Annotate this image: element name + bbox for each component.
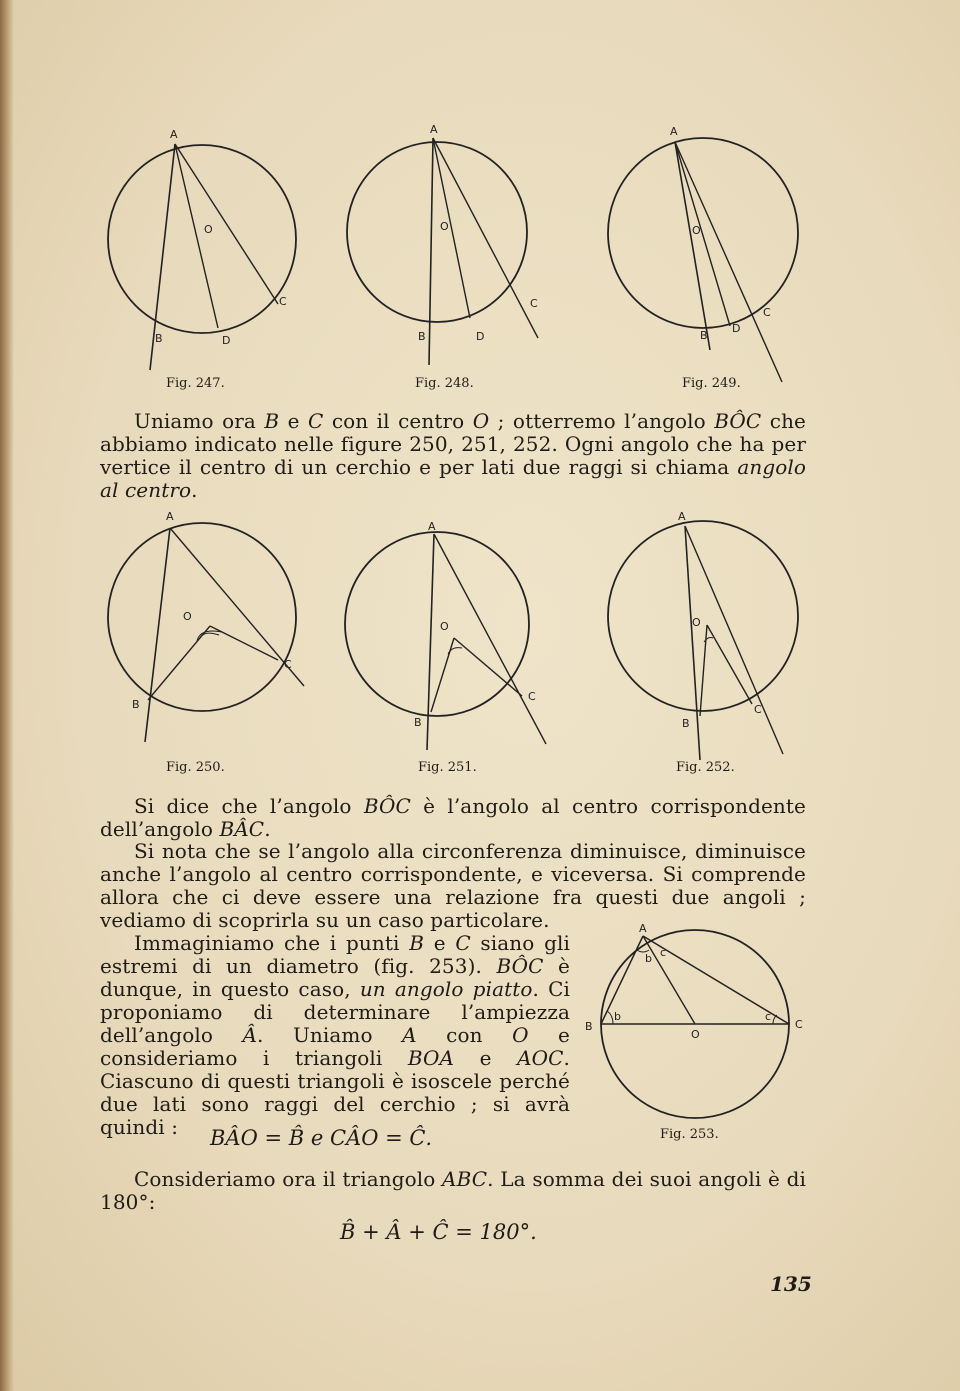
para3-text: Si nota che se l’angolo alla circonferenza diminuisce, diminuisce anche l’angolo al centro corrispondente, e viceversa. Si comprende allora che ci deve essere una relazione fra questi due angoli ; vediamo di scoprirla su un caso particolare.: [100, 839, 806, 932]
figure-248: [340, 120, 570, 380]
caption-fig-253: Fig. 253.: [660, 1127, 719, 1142]
para4-point-C: C: [455, 931, 471, 955]
para4-angle-A: Â: [242, 1023, 258, 1047]
para2-angle-BAC: BÂC: [219, 817, 265, 841]
fig251-label-C: C: [528, 690, 536, 703]
para1-text-d: ; otterremo l’angolo: [489, 409, 715, 433]
para1-point-B: B: [264, 409, 280, 433]
para1-text-b: e: [279, 409, 308, 433]
caption-fig-251: Fig. 251.: [418, 760, 477, 775]
para4-text-b: e: [424, 931, 456, 955]
para4-text-a: Immaginiamo che i punti: [134, 931, 410, 955]
para5-text-b: . La somma dei suoi angoli è di 180°:: [100, 1167, 806, 1214]
equation-angle-sum: B̂ + Â + Ĉ = 180°.: [340, 1220, 537, 1244]
para4-point-B: B: [409, 931, 425, 955]
fig247-label-A: A: [170, 128, 178, 141]
equation-isosceles: BÂO = B̂ e CÂO = Ĉ.: [210, 1126, 433, 1150]
fig253-label-C: C: [795, 1018, 803, 1031]
fig252-label-O: O: [692, 616, 701, 629]
caption-fig-252: Fig. 252.: [676, 760, 735, 775]
fig253-label-b-bottom: b: [614, 1010, 621, 1023]
para4-term: un angolo piatto: [359, 977, 533, 1001]
fig248-label-D: D: [476, 330, 485, 343]
fig253-label-c-bottom: c: [765, 1010, 772, 1023]
para1-end: .: [191, 478, 198, 502]
para1-term: angolo al centro: [100, 455, 806, 502]
para1-angle-BOC: BÔC: [714, 409, 762, 433]
fig253-label-O: O: [691, 1028, 700, 1041]
paragraph-corresponding-angle: [100, 795, 806, 841]
fig248-label-A: A: [430, 123, 438, 136]
para4-text-g: con: [416, 1023, 513, 1047]
caption-fig-247: Fig. 247.: [166, 376, 225, 391]
para4-text-j: . Ciascuno di questi triangoli è isoscele perché due lati sono raggi del cerchio ; si avrà quindi :: [100, 1046, 570, 1139]
fig249-label-D: D: [732, 322, 741, 335]
fig247-label-B: B: [155, 332, 163, 345]
para4-point-A: A: [402, 1023, 417, 1047]
figure-250: [100, 510, 320, 765]
fig250-label-A: A: [166, 510, 174, 523]
para2-angle-BOC: BÔC: [363, 794, 411, 818]
fig250-label-C: C: [284, 658, 292, 671]
paragraph-diameter-case: [100, 932, 570, 1139]
fig247-label-D: D: [222, 334, 231, 347]
figure-247: [100, 120, 320, 380]
fig253-label-b-top: b: [645, 952, 652, 965]
para1-text-c: con il centro: [323, 409, 473, 433]
page-number: 135: [770, 1272, 812, 1296]
para4-text-e: . Ci proponiamo di determinare l’ampiezza dell’angolo: [100, 977, 570, 1047]
para4-text-c: siano gli estremi di un diametro (fig. 253).: [100, 931, 570, 978]
para1-text-e: che abbiamo indicato nelle figure 250, 251, 252. Ogni angolo che ha per vertice il centro di un cerchio e per lati due raggi si chiama: [100, 409, 806, 479]
caption-fig-250: Fig. 250.: [166, 760, 225, 775]
para1-point-O: O: [472, 409, 490, 433]
fig248-label-C: C: [530, 297, 538, 310]
fig248-label-B: B: [418, 330, 426, 343]
fig250-label-B: B: [132, 698, 140, 711]
fig252-label-C: C: [754, 703, 762, 716]
para4-point-O: O: [512, 1023, 529, 1047]
para1-text-a: Uniamo ora: [134, 409, 265, 433]
fig248-label-O: O: [440, 220, 449, 233]
fig253-label-c-top: c: [660, 946, 667, 959]
para4-text-h: e consideriamo i triangoli: [100, 1023, 570, 1070]
fig251-label-B: B: [414, 716, 422, 729]
fig249-label-B: B: [700, 329, 708, 342]
para4-text-d: è dunque, in questo caso,: [100, 954, 570, 1001]
fig249-label-A: A: [670, 125, 678, 138]
caption-fig-249: Fig. 249.: [682, 376, 741, 391]
fig252-label-B: B: [682, 717, 690, 730]
paragraph-angle-at-center: [100, 410, 806, 502]
fig251-label-O: O: [440, 620, 449, 633]
fig249-label-O: O: [692, 224, 701, 237]
para4-angle-BOC: BÔC: [496, 954, 544, 978]
fig250-label-O: O: [183, 610, 192, 623]
fig253-label-A: A: [639, 922, 647, 935]
caption-fig-248: Fig. 248.: [415, 376, 474, 391]
para4-triangle-BOA: BOA: [407, 1046, 455, 1070]
para5-triangle-ABC: ABC: [442, 1167, 488, 1191]
figure-253: [585, 920, 815, 1130]
para2-text-b: è l’angolo al centro corrispondente dell’angolo: [100, 794, 806, 841]
paragraph-triangle-sum: [100, 1168, 806, 1214]
para4-text-f: . Uniamo: [257, 1023, 403, 1047]
para2-text-c: .: [264, 817, 271, 841]
fig253-label-B: B: [585, 1020, 593, 1033]
fig251-label-A: A: [428, 520, 436, 533]
para4-text-i: e: [454, 1046, 518, 1070]
para4-triangle-AOC: AOC: [517, 1046, 564, 1070]
fig249-label-C: C: [763, 306, 771, 319]
paragraph-relation: [100, 840, 806, 932]
fig252-label-A: A: [678, 510, 686, 523]
fig247-label-O: O: [204, 223, 213, 236]
figure-252: [600, 510, 820, 765]
figure-251: [340, 520, 570, 765]
page-spine-edge: [0, 0, 14, 1391]
para5-text-a: Consideriamo ora il triangolo: [134, 1167, 443, 1191]
para1-point-C: C: [307, 409, 324, 433]
para2-text-a: Si dice che l’angolo: [134, 794, 364, 818]
figure-249: [600, 120, 820, 380]
fig247-label-C: C: [279, 295, 287, 308]
